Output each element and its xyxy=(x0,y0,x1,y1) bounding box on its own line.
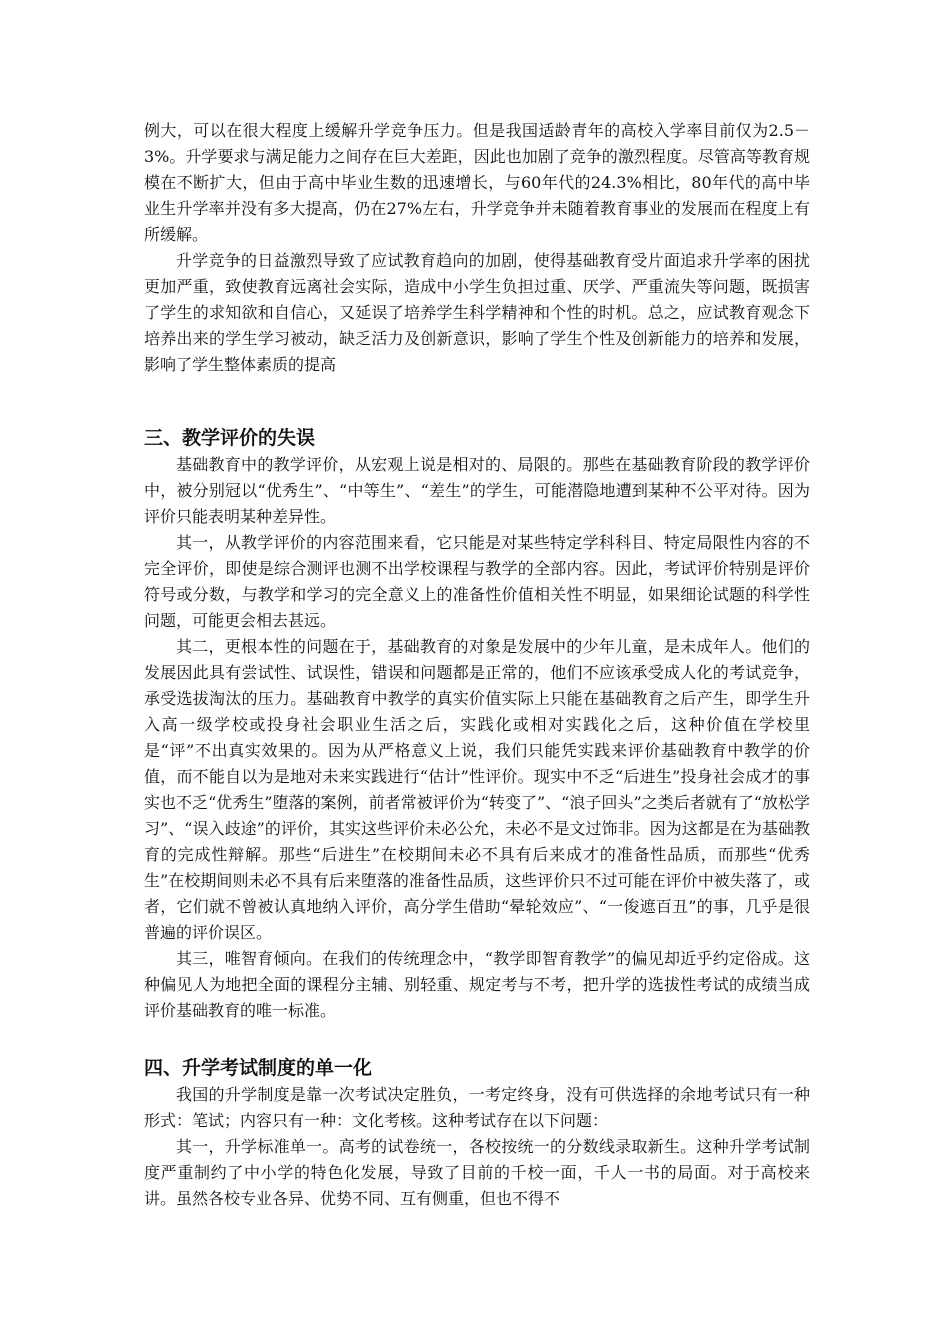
paragraph-exam-oriented-education: 升学竞争的日益激烈导致了应试教育趋向的加剧，使得基础教育受片面追求升学率的困扰更加严重，致使教育远离社会实际，造成中小学生负担过重、厌学、严重流失等问题，既损害了学生的求知欲和自信心，又延误了培养学生科学精神和个性的时机。总之，应试教育观念下培养出来的学生学习被动，缺乏活力及创新意识，影响了学生个性及创新能力的培养和发展，影响了学生整体素质的提高 xyxy=(144,251,810,374)
paragraph-admission-rate: 例大，可以在很大程度上缓解升学竞争压力。但是我国适龄青年的高校入学率目前仅为2.5－3%。升学要求与满足能力之间存在巨大差距，因此也加剧了竞争的激烈程度。尽管高等教育规模在不断扩大，但由于高中毕业生数的迅速增长，与60年代的24.3%相比，80年代的高中毕业生升学率并没有多大提高，仍在27%左右，升学竞争并未随着教育事业的发展而在程度上有所缓解。 xyxy=(144,121,810,244)
paragraph-exam-system-point-1: 其一，升学标准单一。高考的试卷统一，各校按统一的分数线录取新生。这种升学考试制度严重制约了中小学的特色化发展，导致了目前的千校一面，千人一书的局面。对于高校来讲。虽然各校专业各异、优势不同、互有侧重，但也不得不 xyxy=(144,1137,810,1208)
section-spacer xyxy=(144,378,810,424)
paragraph-exam-system-intro: 我国的升学制度是靠一次考试决定胜负，一考定终身，没有可供选择的余地考试只有一种形式：笔试；内容只有一种：文化考核。这种考试存在以下问题： xyxy=(144,1085,810,1130)
section-heading-teaching-evaluation: 三、教学评价的失误 xyxy=(144,427,316,449)
paragraph-evaluation-intro: 基础教育中的教学评价，从宏观上说是相对的、局限的。那些在基础教育阶段的教学评价中，被分别冠以“优秀生”、“中等生”、“差生”的学生，可能潜隐地遭到某种不公平对待。因为评价只能表明某种差异性。 xyxy=(144,455,810,526)
section-spacer xyxy=(144,1024,810,1054)
paragraph-evaluation-point-2: 其二，更根本性的问题在于，基础教育的对象是发展中的少年儿童，是未成年人。他们的发展因此具有尝试性、试误性，错误和问题都是正常的，他们不应该承受成人化的考试竞争，承受选拔淘汰的压力。基础教育中教学的真实价值实际上只能在基础教育之后产生，即学生升入高一级学校或投身社会职业生活之后，实践化或相对实践化之后，这种价值在学校里是“评”不出真实效果的。因为从严格意义上说，我们只能凭实践来评价基础教育中教学的价值，而不能自以为是地对未来实践进行“估计”性评价。现实中不乏“后进生”投身社会成才的事实也不乏“优秀生”堕落的案例，前者常被评价为“转变了”、“浪子回头”之类后者就有了“放松学习”、“误入歧途”的评价，其实这些评价未必公允，未必不是文过饰非。因为这都是在为基础教育的完成性辩解。那些“后进生”在校期间未必不具有后来成才的准备性品质，而那些“优秀生”在校期间则未必不具有后来堕落的准备性品质，这些评价只不过可能在评价中被失落了，或者，它们就不曾被认真地纳入评价，高分学生借助“晕轮效应”、“一俊遮百丑”的事，几乎是很普遍的评价误区。 xyxy=(144,637,810,942)
section-heading-exam-system: 四、升学考试制度的单一化 xyxy=(144,1057,373,1079)
document-page xyxy=(144,118,810,1212)
paragraph-evaluation-point-3: 其三，唯智育倾向。在我们的传统理念中，“教学即智育教学”的偏见却近乎约定俗成。这种偏见人为地把全面的课程分主辅、别轻重、规定考与不考，把升学的选拔性考试的成绩当成评价基础教育的唯一标准。 xyxy=(144,949,810,1020)
paragraph-evaluation-point-1: 其一，从教学评价的内容范围来看，它只能是对某些特定学科科目、特定局限性内容的不完全评价，即使是综合测评也测不出学校课程与教学的全部内容。因此，考试评价特别是评价符号或分数，与教学和学习的完全意义上的准备性价值相关性不明显，如果细论试题的科学性问题，可能更会相去甚远。 xyxy=(144,533,810,630)
